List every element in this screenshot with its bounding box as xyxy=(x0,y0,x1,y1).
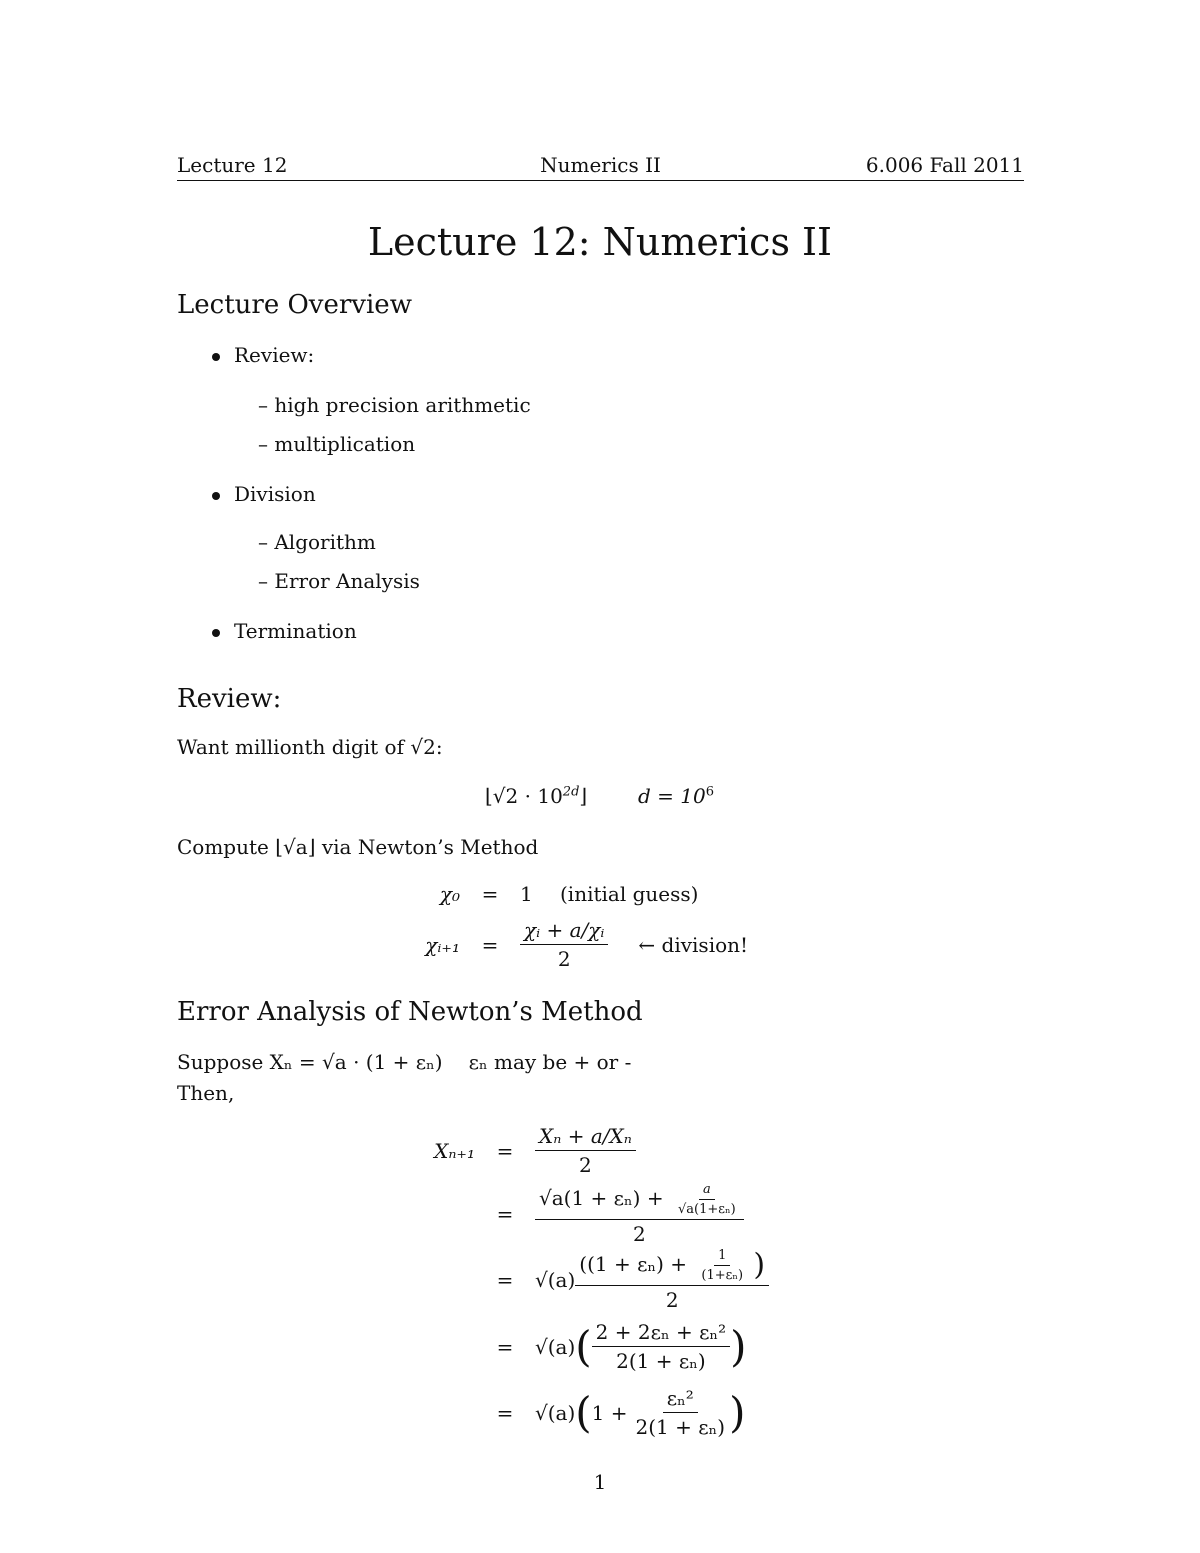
header-left: Lecture 12 xyxy=(177,153,288,177)
sub-list-item: – Algorithm xyxy=(258,530,376,554)
list-item: Review: xyxy=(212,343,314,367)
then-line: Then, xyxy=(177,1081,235,1105)
error-heading: Error Analysis of Newton’s Method xyxy=(177,997,643,1027)
d-definition: $d = 10^6$ xyxy=(638,784,715,808)
overview-heading: Lecture Overview xyxy=(177,290,412,320)
list-item: Division xyxy=(212,482,316,506)
running-header xyxy=(177,150,1024,181)
page-title: Lecture 12: Numerics II xyxy=(367,220,833,264)
header-center: Numerics II xyxy=(540,153,661,177)
sub-list-item: – high precision arithmetic xyxy=(258,393,531,417)
derivation-line-1: Xₙ₊₁ = $\frac{\text{Xₙ + a/Xₙ}}{2}$ xyxy=(395,1124,636,1177)
sub-list-item: – multiplication xyxy=(258,432,416,456)
review-heading: Review: xyxy=(177,684,282,714)
derivation-line-5: = √(a) ( 1 + $\frac{\text{εₙ²}}{\text{2(1 + εₙ)}}$ ) xyxy=(496,1386,746,1439)
list-item: Termination xyxy=(212,619,357,643)
bullet-icon xyxy=(212,629,220,637)
bullet-icon xyxy=(212,353,220,361)
page-number: 1 xyxy=(593,1470,607,1494)
derivation-line-4: = √(a) ( $\frac{\text{2 + 2εₙ + εₙ²}}{\text{2(1 + εₙ)}}$ ) xyxy=(496,1320,747,1373)
sub-list-item: – Error Analysis xyxy=(258,569,420,593)
floor-expression: ⌊√2 · $10^{2d}⌋$ xyxy=(485,784,588,808)
equation-xi: χᵢ₊₁ = $\frac{\text{χᵢ + a/χᵢ}}{2}$ ← division! xyxy=(425,918,749,971)
derivation-line-2: = √a(1 + εₙ) + $\frac{a}{\text{√a(1+εₙ)}}$ 2 xyxy=(395,1182,744,1246)
fraction: $\frac{\text{χᵢ + a/χᵢ}}{2}$ xyxy=(520,918,608,971)
equation-x0: χ₀ = 1 (initial guess) xyxy=(439,882,699,906)
bullet-icon xyxy=(212,492,220,500)
want-line: Want millionth digit of √2: xyxy=(177,735,443,759)
derivation-line-3: = √(a) ((1 + εₙ) + $\frac{1}{\text{(1+εₙ)}}$ ) 2 xyxy=(395,1248,769,1312)
suppose-line: Suppose Xₙ = √a · (1 + εₙ) εₙ may be + or - xyxy=(177,1050,632,1074)
compute-line: Compute ⌊√a⌋ via Newton’s Method xyxy=(177,835,539,859)
header-right: 6.006 Fall 2011 xyxy=(865,153,1024,177)
